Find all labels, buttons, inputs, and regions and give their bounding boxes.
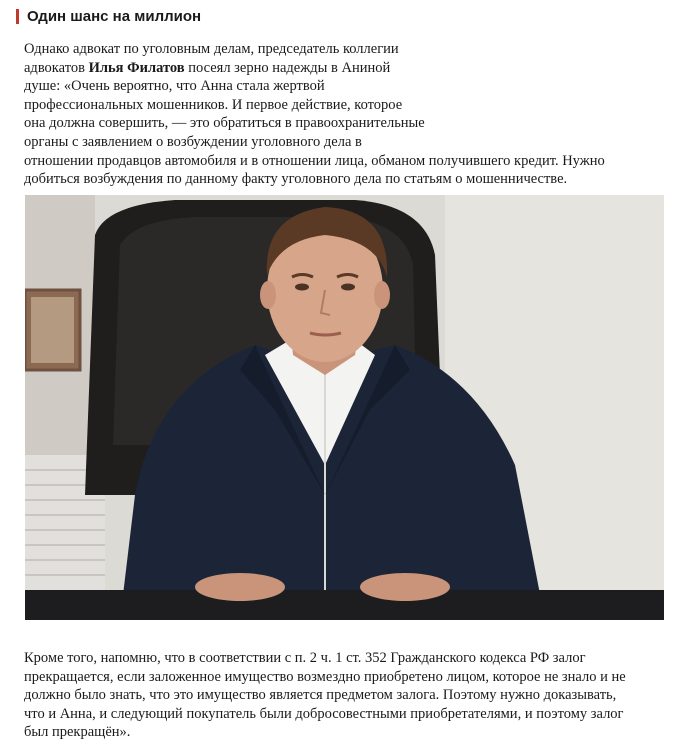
text-line: Кроме того, напомню, что в соответствии с п. 2 ч. 1 ст. 352 Гражданского кодекса РФ залог — [24, 650, 586, 666]
text-line: прекращается, если заложенное имущество возмездно приобретено лицом, которое не знало и не — [24, 668, 626, 685]
lawyer-portrait-photo — [25, 195, 664, 620]
text-fragment: посеял зерно надежды в Аниной — [184, 59, 391, 76]
paragraph-legal — [24, 649, 669, 742]
text-fragment: адвокатов — [24, 59, 89, 76]
text-line: отношении продавцов автомобиля и в отношении лица, обманом получившего кредит. Нужно — [24, 152, 605, 169]
section-heading — [16, 8, 201, 25]
text-line: органы с заявлением о возбуждении уголовного дела в — [24, 133, 362, 150]
text-line — [24, 59, 664, 78]
lawyer-name: Илья Филатов — [88, 59, 185, 76]
section-title: Один шанс на миллион — [27, 8, 202, 25]
text-line: Однако адвокат по уголовным делам, председатель коллегии — [24, 41, 399, 57]
paragraph-intro — [24, 40, 664, 189]
portrait-illustration — [25, 195, 664, 620]
text-line: должно было знать, что это имущество является предметом залога. Поэтому нужно доказывать, — [24, 687, 617, 704]
text-line: душе: «Очень вероятно, что Анна стала жертвой — [24, 78, 325, 95]
text-line: она должна совершить, — это обратиться в правоохранительные — [24, 115, 425, 132]
heading-accent-bar — [16, 9, 19, 24]
text-line: добиться возбуждения по данному факту уголовного дела по статьям о мошенничестве. — [24, 171, 568, 188]
text-line: профессиональных мошенников. И первое действие, которое — [24, 96, 403, 113]
text-line: что и Анна, и следующий покупатель были добросовестными приобретателями, и поэтому залог — [24, 705, 624, 722]
text-line: был прекращён». — [24, 724, 131, 741]
